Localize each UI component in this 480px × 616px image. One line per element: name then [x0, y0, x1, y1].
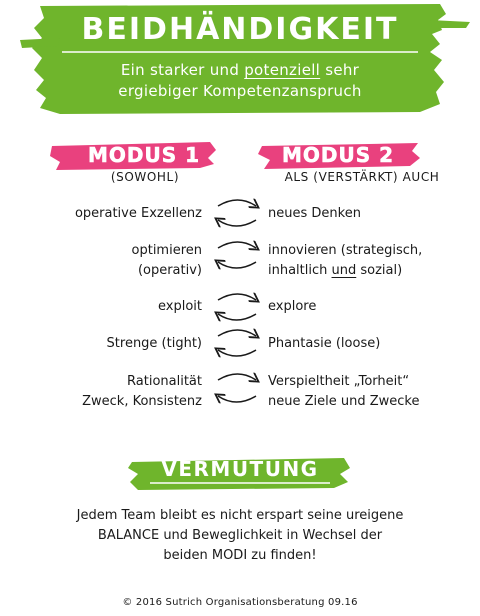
arrow-cycle-icon-2b [218, 262, 256, 268]
arrow-cycle-icon-4b [218, 350, 256, 356]
mode1-sub: (SOWOHL) [110, 170, 180, 184]
arrow-cycle-icon-5a [218, 374, 256, 380]
pair3-left: exploit [158, 299, 202, 314]
arrow-cycle-icon-1a [218, 200, 256, 206]
mode2-sub: ALS (VERSTÄRKT) AUCH [284, 170, 440, 184]
pair2-right: innovieren (strategisch, inhaltlich und sozial) [268, 243, 423, 278]
page-title: BEIDHÄNDIGKEIT [81, 12, 399, 47]
pair5-left: Rationalität Zweck, Konsistenz [82, 374, 202, 409]
vermutung-label: VERMUTUNG [161, 457, 319, 481]
pair2-left: optimieren (operativ) [131, 243, 202, 278]
mode1-label: MODUS 1 [87, 143, 201, 167]
arrow-cycle-icon-3a [218, 294, 256, 300]
arrow-cycle-icon-4a [218, 330, 256, 336]
underlined-word: potenziell [244, 61, 321, 79]
pair4-right: Phantasie (loose) [268, 336, 381, 351]
pair1-right: neues Denken [268, 206, 361, 221]
subtitle-line2: ergiebiger Kompetenzanspruch [118, 82, 362, 100]
subtitle-line1: Ein starker und potenziell sehr [120, 61, 360, 79]
arrow-cycle-icon-5b [218, 396, 256, 402]
conclusion-text: Jedem Team bleibt es nicht erspart seine ureigene BALANCE und Beweglichkeit in Wechsel der beiden MODI zu finden! [76, 508, 404, 563]
pair4-left: Strenge (tight) [106, 336, 202, 351]
arrow-cycle-icon-3b [218, 314, 256, 320]
pair1-left: operative Exzellenz [74, 206, 202, 221]
footer-copyright: © 2016 Sutrich Organisationsberatung 09.16 [122, 597, 358, 608]
arrow-cycle-icon-2a [218, 242, 256, 248]
pair5-right: Verspieltheit „Torheit“ neue Ziele und Zwecke [268, 374, 420, 409]
pair3-right: explore [268, 299, 317, 314]
arrow-cycle-icon-1b [218, 220, 256, 226]
underlined-und: und [331, 263, 357, 278]
mode2-label: MODUS 2 [281, 143, 395, 167]
